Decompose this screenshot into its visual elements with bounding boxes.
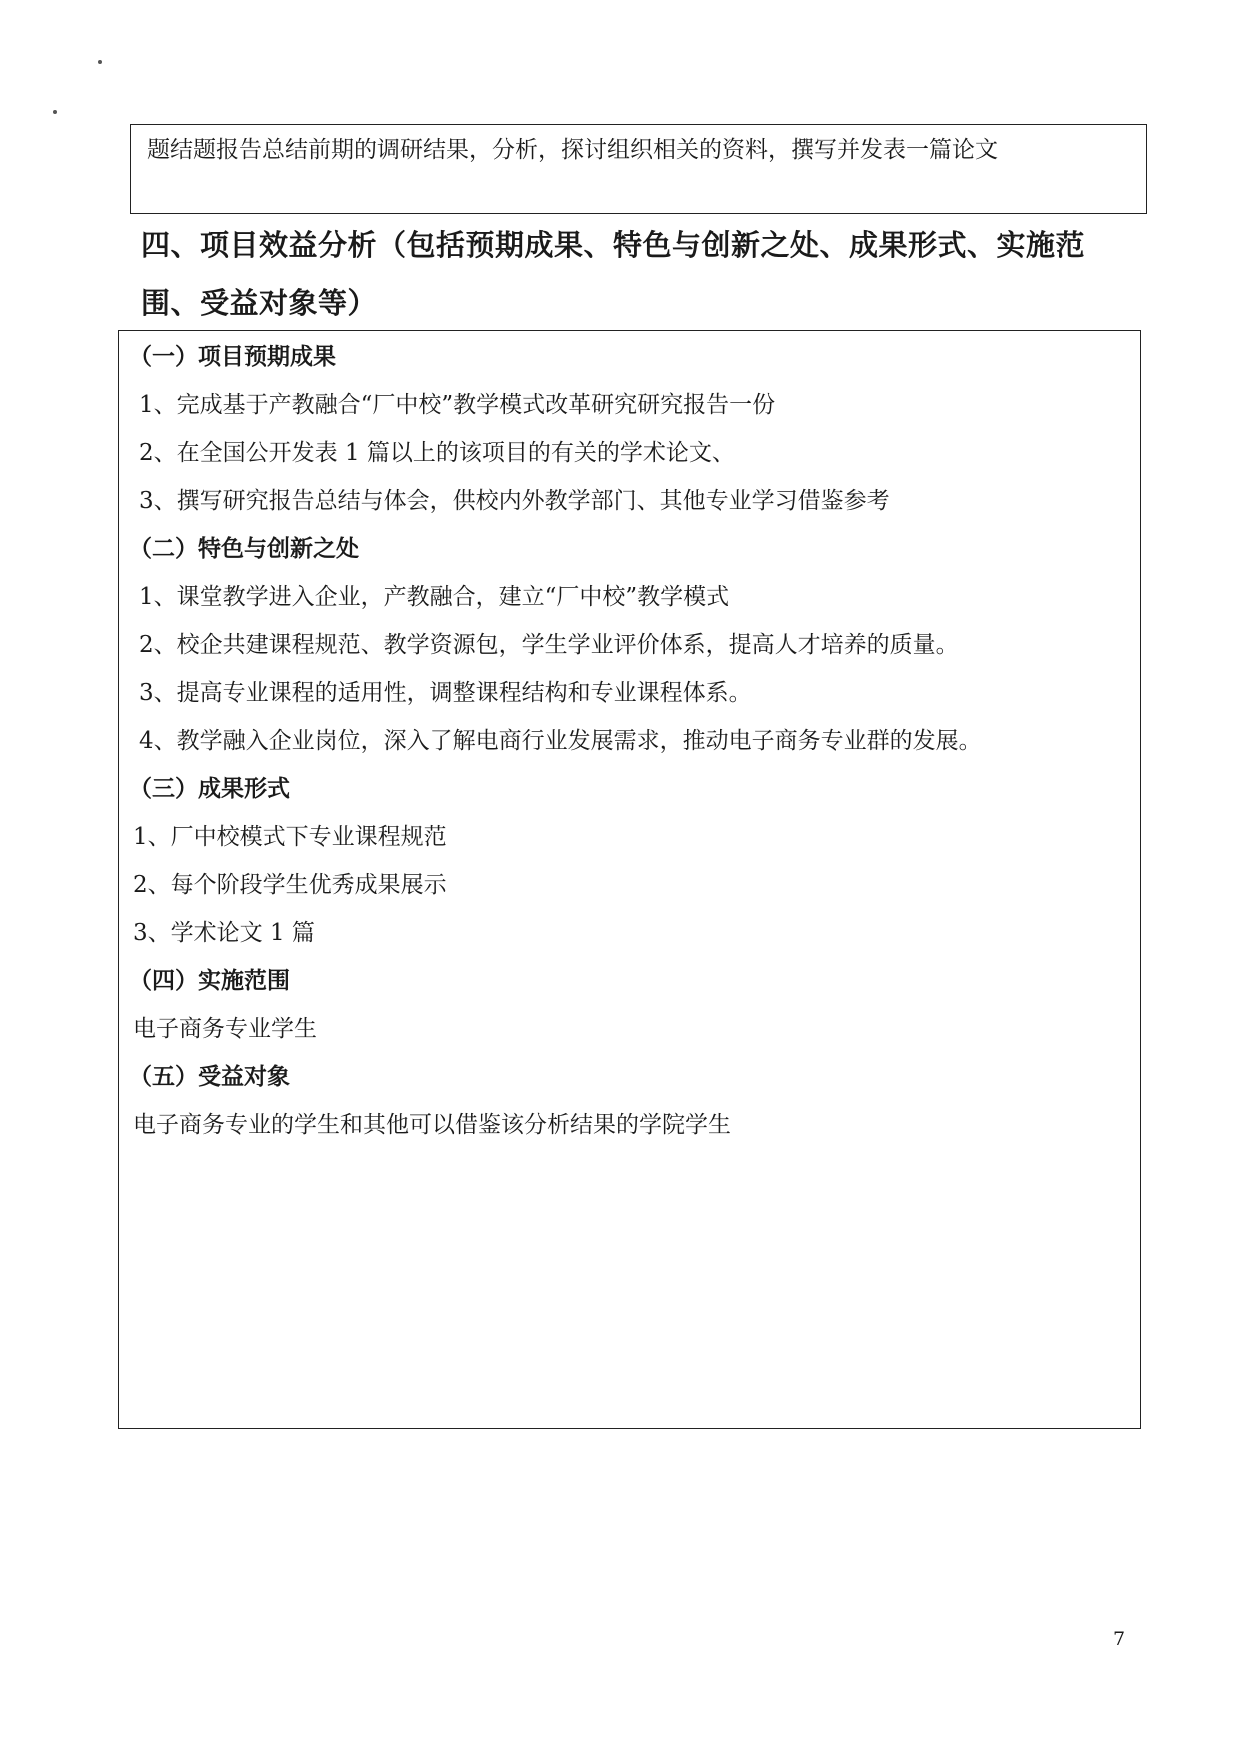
list-item: 2、在全国公开发表 1 篇以上的该项目的有关的学术论文、 bbox=[139, 440, 735, 466]
scan-speck bbox=[98, 60, 102, 64]
scan-speck bbox=[53, 110, 57, 114]
section-heading: 四、项目效益分析（包括预期成果、特色与创新之处、成果形式、实施范围、受益对象等） bbox=[141, 228, 1086, 320]
benefit-analysis-box bbox=[118, 330, 1141, 1429]
list-item: 电子商务专业的学生和其他可以借鉴该分析结果的学院学生 bbox=[133, 1112, 731, 1138]
list-item: 1、厂中校模式下专业课程规范 bbox=[133, 824, 447, 850]
subsection-title: （一）项目预期成果 bbox=[129, 343, 336, 370]
list-item: 4、教学融入企业岗位，深入了解电商行业发展需求，推动电子商务专业群的发展。 bbox=[139, 728, 982, 754]
page-number: 7 bbox=[1113, 1628, 1126, 1650]
subsection-title: （三）成果形式 bbox=[129, 775, 290, 802]
list-item: 1、完成基于产教融合“厂中校”教学模式改革研究研究报告一份 bbox=[139, 392, 776, 418]
subsection-title: （四）实施范围 bbox=[129, 967, 290, 994]
list-item: 1、课堂教学进入企业，产教融合，建立“厂中校”教学模式 bbox=[139, 584, 730, 610]
list-item: 3、提高专业课程的适用性，调整课程结构和专业课程体系。 bbox=[139, 680, 752, 706]
list-item: 2、校企共建课程规范、教学资源包，学生学业评价体系，提高人才培养的质量。 bbox=[139, 632, 959, 658]
list-item: 3、撰写研究报告总结与体会，供校内外教学部门、其他专业学习借鉴参考 bbox=[139, 488, 890, 514]
subsection-title: （五）受益对象 bbox=[129, 1063, 290, 1090]
list-item: 电子商务专业学生 bbox=[133, 1016, 317, 1042]
subsection-title: （二）特色与创新之处 bbox=[129, 535, 359, 562]
list-item: 2、每个阶段学生优秀成果展示 bbox=[133, 872, 447, 898]
previous-section-box bbox=[130, 124, 1147, 214]
list-item: 3、学术论文 1 篇 bbox=[133, 920, 315, 946]
previous-section-text: 题结题报告总结前期的调研结果，分析，探讨组织相关的资料，撰写并发表一篇论文 bbox=[147, 137, 998, 163]
